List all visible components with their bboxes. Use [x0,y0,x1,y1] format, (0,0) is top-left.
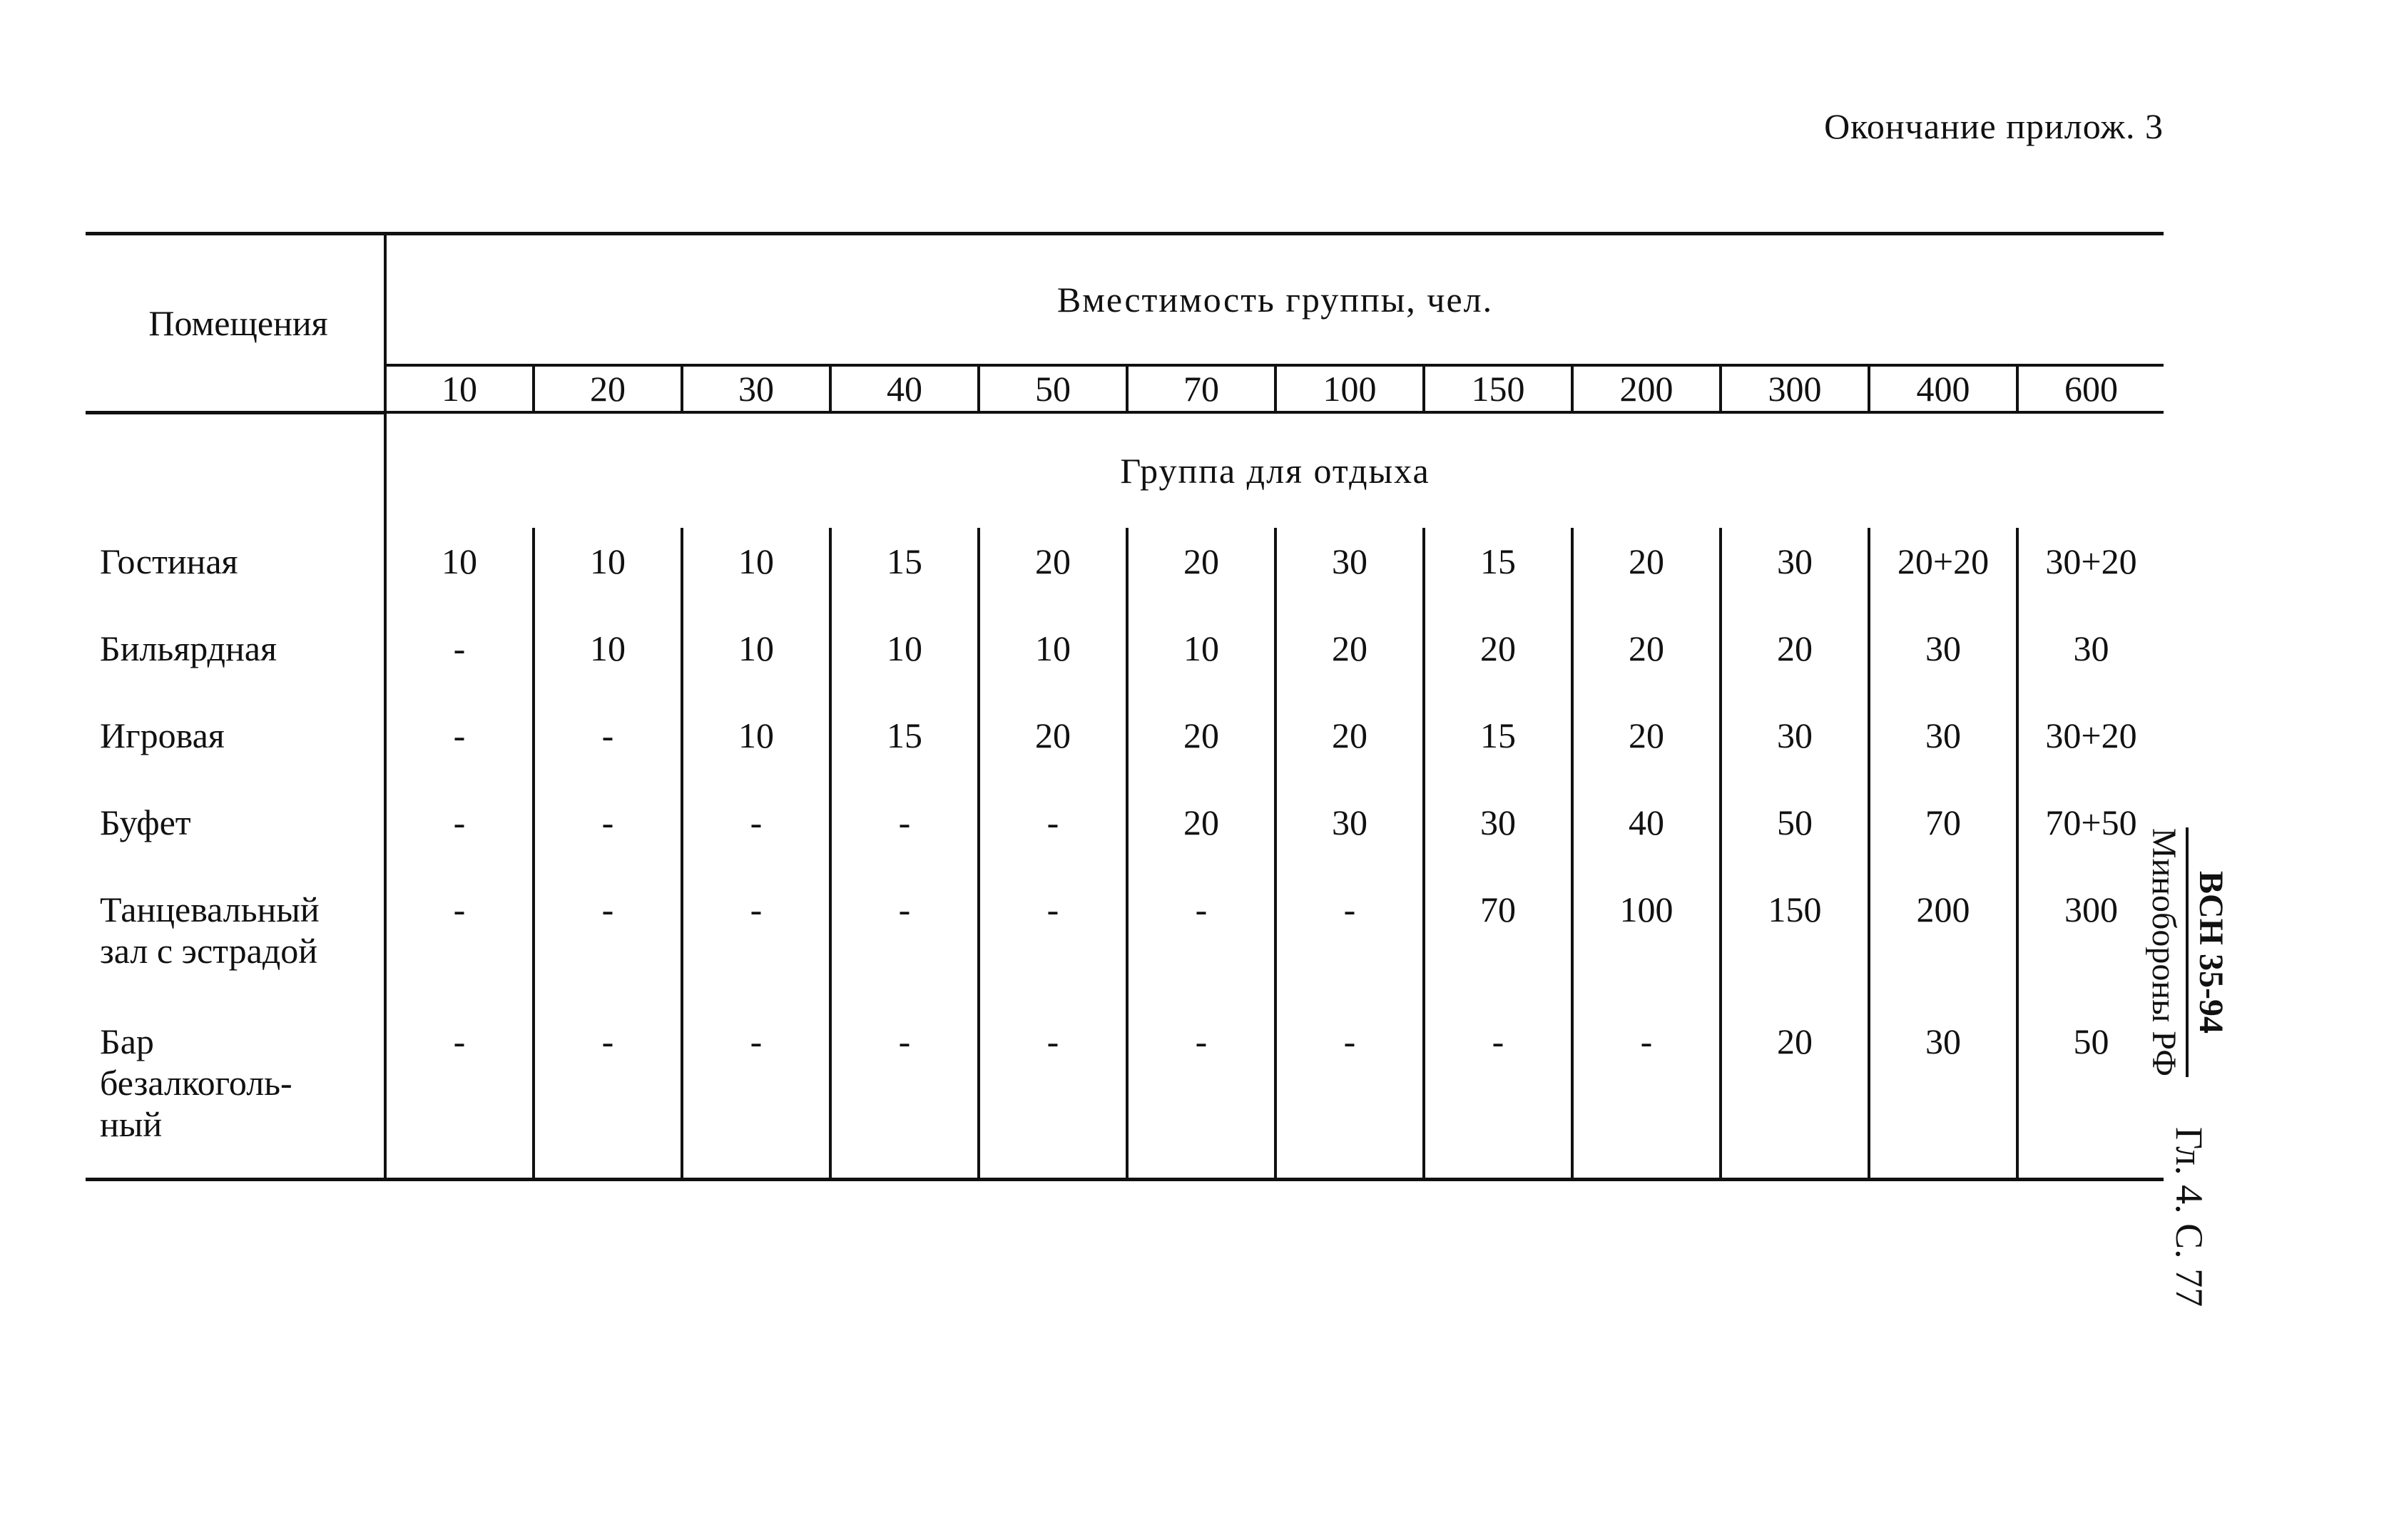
value-cell: - [453,715,466,755]
row-label-line: Бильярдная [100,628,277,668]
row-label-line: безалкоголь- [100,1063,292,1103]
row-label-line: зал с эстрадой [100,931,318,971]
value-cell: - [682,789,830,876]
value-cell: - [830,789,979,876]
value-cell: 15 [830,702,979,789]
table-row [86,876,2164,1008]
capacity-header-cell: 300 [1721,365,1869,412]
capacity-header-cell: 100 [1275,365,1424,412]
section-title: Группа для отдыха [1120,451,1430,491]
value-cell: 10 [682,702,830,789]
value-cell: 70 [1424,876,1572,1008]
value-cell: 30 [2017,615,2164,702]
value-cell: - [453,628,466,668]
value-cell: 50 [2017,1008,2164,1179]
capacity-column-header: Вместимость группы, чел. [385,234,2164,366]
rooms-column-header: Помещения [86,234,385,413]
value-cell: 10 [682,528,830,615]
value-cell: 30 [1869,702,2017,789]
row-label [86,702,385,789]
value-cell: 300 [2017,876,2164,1008]
value-cell: 50 [1721,789,1869,876]
value-cell: 30 [1424,789,1572,876]
value-cell: 20 [1275,615,1424,702]
capacity-header-cell: 30 [682,365,830,412]
continuation-note: Окончание прилож. 3 [1824,106,2164,146]
value-cell: 40 [1572,789,1721,876]
value-cell: 30+20 [2017,528,2164,615]
value-cell: 20 [1275,702,1424,789]
row-label-line: Бар [100,1021,154,1061]
capacity-header-cell: 50 [979,365,1127,412]
value-cell: 10 [534,615,682,702]
value-cell: - [1275,1008,1424,1179]
value-cell: - [830,876,979,1008]
value-cell: 20 [1572,702,1721,789]
value-cell: 150 [1721,876,1869,1008]
capacity-header-cell: 400 [1869,365,2017,412]
capacity-header-cell: 10 [385,365,534,412]
value-cell: 20 [979,528,1127,615]
row-label [86,876,385,1008]
row-label-line: Гостиная [100,541,238,581]
value-cell: 30 [1869,1008,2017,1179]
capacity-header-cell: 200 [1572,365,1721,412]
value-cell: 10 [1127,615,1275,702]
value-cell: 100 [1572,876,1721,1008]
table-row [86,1008,2164,1179]
value-cell: - [534,876,682,1008]
value-cell: - [453,1021,466,1061]
row-label [86,615,385,702]
value-cell: - [534,1008,682,1179]
capacity-header-cell: 40 [830,365,979,412]
value-cell: 70 [1869,789,2017,876]
value-cell: 30+20 [2017,702,2164,789]
value-cell: 15 [830,528,979,615]
value-cell: - [1424,1008,1572,1179]
value-cell: 200 [1869,876,2017,1008]
value-cell: 15 [1424,528,1572,615]
capacity-header-cell: 150 [1424,365,1572,412]
value-cell: - [534,789,682,876]
value-cell: 30 [1721,702,1869,789]
value-cell: 20 [1572,528,1721,615]
value-cell: 20 [979,702,1127,789]
row-label [86,789,385,876]
row-label-line: Буфет [100,802,191,842]
value-cell: - [830,1008,979,1179]
value-cell: - [979,876,1127,1008]
value-cell: 15 [1424,702,1572,789]
room-capacity-table-wrapper [86,232,2164,1181]
capacity-values-row [86,365,2164,412]
capacity-header-cell: 600 [2017,365,2164,412]
doc-reference [2141,827,2233,1077]
value-cell: - [682,876,830,1008]
value-cell: 20 [1424,615,1572,702]
capacity-header-cell: 70 [1127,365,1275,412]
value-cell: - [453,889,466,929]
value-cell: - [979,1008,1127,1179]
value-cell: - [453,802,466,842]
room-capacity-table [86,232,2164,1181]
row-label [86,528,385,615]
value-cell: 30 [1721,528,1869,615]
value-cell: 10 [979,615,1127,702]
value-cell: 10 [682,615,830,702]
table-row [86,702,2164,789]
row-label [86,1008,385,1179]
value-cell: - [682,1008,830,1179]
value-cell: - [1275,876,1424,1008]
value-cell: - [1127,1008,1275,1179]
value-cell: 10 [830,615,979,702]
doc-ministry: Минобороны РФ [2145,827,2183,1077]
value-cell: 20 [1127,528,1275,615]
value-cell: 30 [1275,789,1424,876]
row-label-line: Игровая [100,715,225,755]
row-label-line: Танцевальный [100,889,320,929]
value-cell: 70+50 [2017,789,2164,876]
doc-code: ВСН 35-94 [2186,827,2233,1077]
value-cell: 20 [1572,615,1721,702]
page-reference: Гл. 4. С. 77 [2168,1127,2211,1307]
value-cell: 20 [1721,615,1869,702]
table-row [86,615,2164,702]
value-cell: - [1572,1008,1721,1179]
value-cell: - [1127,876,1275,1008]
value-cell: 10 [534,528,682,615]
value-cell: - [534,702,682,789]
value-cell: 20+20 [1869,528,2017,615]
document-footer [2126,827,2233,1355]
value-cell: 20 [1127,702,1275,789]
value-cell: 10 [442,541,477,581]
value-cell: 30 [1275,528,1424,615]
value-cell: 20 [1127,789,1275,876]
table-row [86,789,2164,876]
value-cell: 30 [1869,615,2017,702]
row-label-line: ный [100,1104,163,1144]
capacity-header-cell: 20 [534,365,682,412]
table-row [86,528,2164,615]
value-cell: - [979,789,1127,876]
value-cell: 20 [1721,1008,1869,1179]
